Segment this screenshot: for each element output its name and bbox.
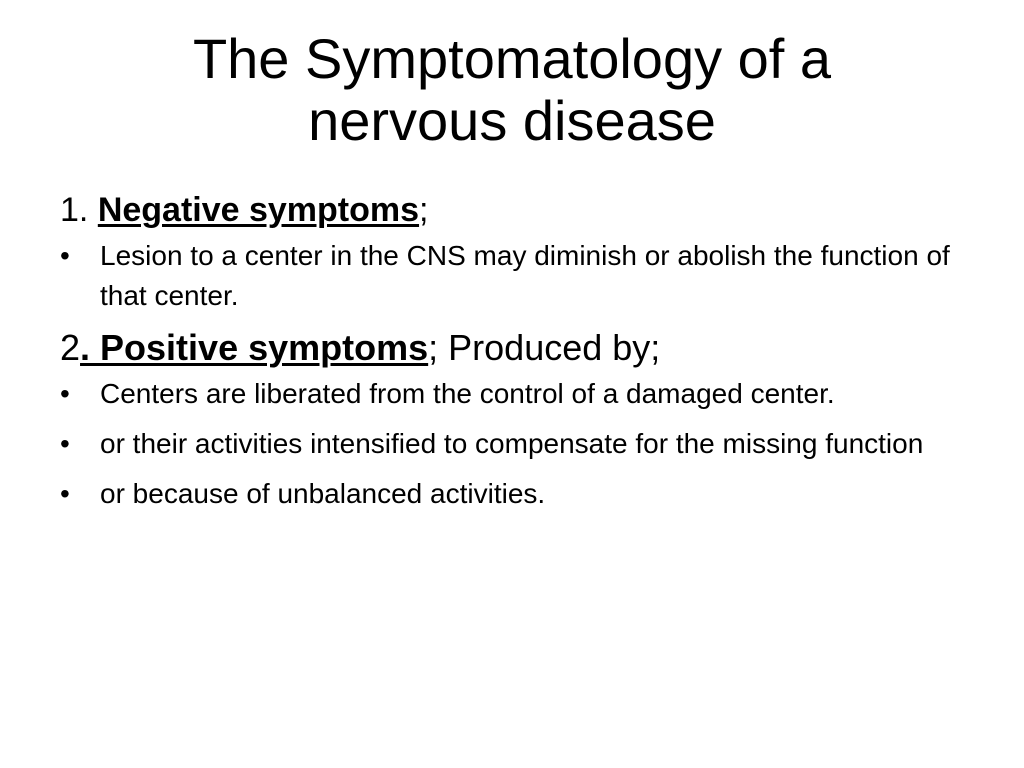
negative-symptoms-heading [60,188,960,232]
list-item [60,374,960,414]
section-label: . Positive symptoms [80,327,429,368]
list-item-text: or their activities intensified to compensate for the missing function [100,428,924,459]
slide-body [60,188,960,524]
bullet-icon: • [60,428,70,459]
positive-symptoms-heading [60,326,960,370]
title-line-2: nervous disease [308,89,716,152]
negative-symptoms-list [60,236,960,316]
slide-title [80,28,944,152]
list-item-text: Centers are liberated from the control of a damaged center. [100,378,835,409]
list-item [60,474,960,514]
section-number: 2 [60,327,81,368]
list-item [60,236,960,316]
list-item-text: or because of unbalanced activities. [100,478,546,509]
title-line-1: The Symptomatology of a [192,27,832,90]
bullet-icon: • [60,378,70,409]
bullet-icon: • [60,478,70,509]
list-item [60,424,960,464]
section-label: Negative symptoms [97,191,420,229]
section-suffix: ; Produced by; [428,327,661,368]
positive-symptoms-list [60,374,960,514]
section-suffix: ; [419,191,429,229]
list-item-text: Lesion to a center in the CNS may diminish or abolish the function of that center. [100,240,950,311]
bullet-icon: • [60,240,70,271]
section-number: 1. [60,191,98,229]
